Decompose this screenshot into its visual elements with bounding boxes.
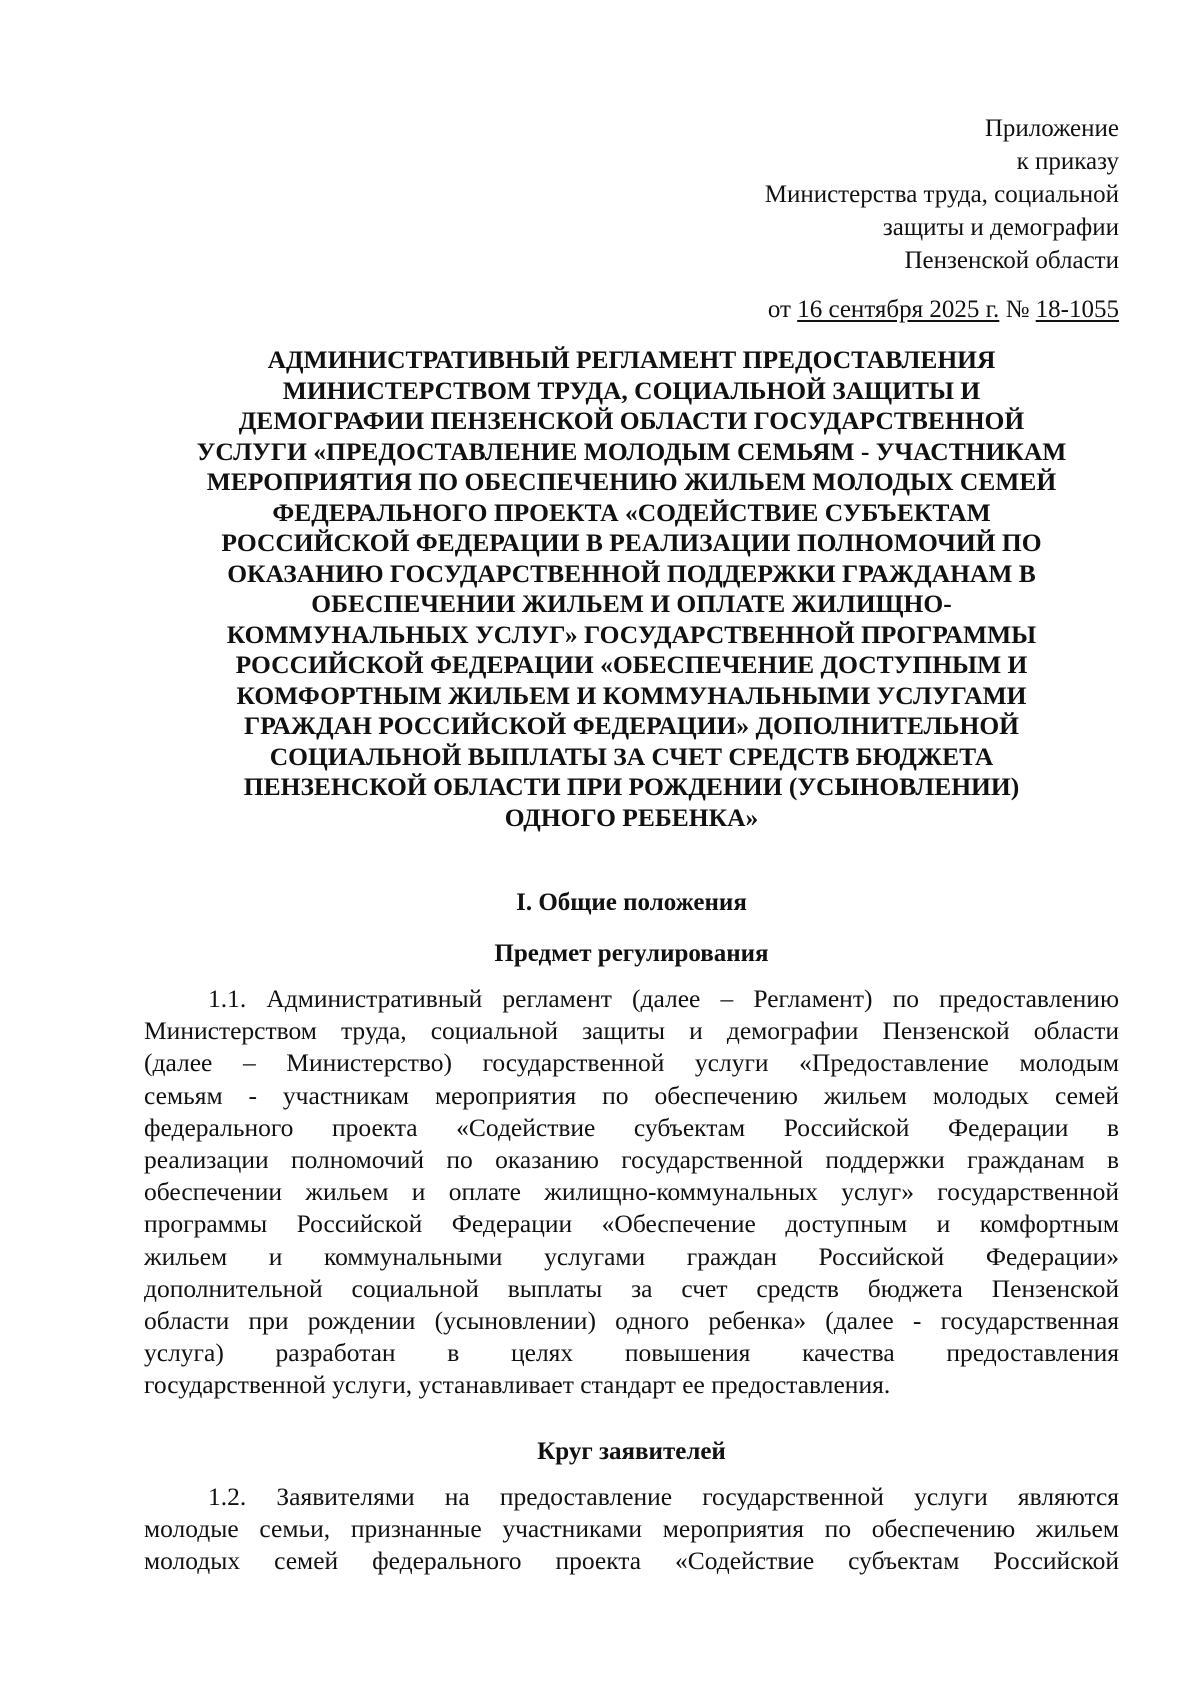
approval-line: Приложение [984, 115, 1119, 142]
paragraph-line: молодые семьи, признанные участниками мероприятия по обеспечению жильем [144, 1514, 1119, 1544]
title-line: ГРАЖДАН РОССИЙСКОЙ ФЕДЕРАЦИИ» ДОПОЛНИТЕЛЬНОЙ [243, 711, 1020, 740]
order-prefix: от [767, 296, 791, 323]
order-line [765, 293, 1119, 326]
title-line: МЕРОПРИЯТИЯ ПО ОБЕСПЕЧЕНИЮ ЖИЛЬЕМ МОЛОДЫХ СЕМЕЙ [206, 467, 1057, 496]
paragraph-line: молодых семей федерального проекта «Содействие субъектам Российской [144, 1546, 1119, 1576]
paragraph-line: семьям - участникам мероприятия по обеспечению жильем молодых семей [144, 1080, 1119, 1110]
paragraph-line: 1.2. Заявителями на предоставление государственной услуги являются [208, 1482, 1119, 1511]
title-line: РОССИЙСКОЙ ФЕДЕРАЦИИ В РЕАЛИЗАЦИИ ПОЛНОМОЧИЙ ПО [221, 528, 1042, 557]
title-line: СОЦИАЛЬНОЙ ВЫПЛАТЫ ЗА СЧЕТ СРЕДСТВ БЮДЖЕТА [269, 741, 994, 771]
paragraph-line: дополнительной социальной выплаты за счет средств бюджета Пензенской [144, 1273, 1119, 1303]
paragraph-1-2 [144, 1481, 1119, 1578]
title-line: ОБЕСПЕЧЕНИИ ЖИЛЬЕМ И ОПЛАТЕ ЖИЛИЩНО- [311, 589, 952, 618]
paragraph-line: Министерством труда, социальной защиты и демографии Пензенской области [144, 1016, 1119, 1046]
paragraph-line: 1.1. Административный регламент (далее – Регламент) по предоставлению [208, 984, 1119, 1013]
section-heading: I. Общие положения [516, 889, 747, 916]
title-line: АДМИНИСТРАТИВНЫЙ РЕГЛАМЕНТ ПРЕДОСТАВЛЕНИЯ [267, 345, 996, 374]
approval-line: к приказу [1016, 148, 1119, 175]
order-date: 16 сентября 2025 г. [797, 296, 1000, 323]
title-line: ДЕМОГРАФИИ ПЕНЗЕНСКОЙ ОБЛАСТИ ГОСУДАРСТВЕННОЙ [238, 406, 1025, 435]
paragraph-line: реализации полномочий по оказанию государственной поддержки гражданам в [144, 1145, 1119, 1175]
title-line: КОММУНАЛЬНЫХ УСЛУГ» ГОСУДАРСТВЕННОЙ ПРОГРАММЫ [226, 619, 1037, 649]
paragraph-line: программы Российской Федерации «Обеспечение доступным и комфортным [144, 1209, 1119, 1239]
title-line: ОКАЗАНИЮ ГОСУДАРСТВЕННОЙ ПОДДЕРЖКИ ГРАЖДАНАМ В [227, 558, 1036, 588]
approval-line: Пензенской области [904, 247, 1119, 274]
paragraph-1-1 [144, 983, 1119, 1402]
paragraph-line: обеспечении жильем и оплате жилищно-коммунальных услуг» государственной [144, 1177, 1119, 1207]
title-line: ПЕНЗЕНСКОЙ ОБЛАСТИ ПРИ РОЖДЕНИИ (УСЫНОВЛЕНИИ) [243, 772, 1020, 801]
title-line: КОМФОРТНЫМ ЖИЛЬЕМ И КОММУНАЛЬНЫМИ УСЛУГАМИ [236, 680, 1027, 710]
subheading-applicants: Круг заявителей [537, 1438, 726, 1465]
title-line: УСЛУГИ «ПРЕДОСТАВЛЕНИЕ МОЛОДЫМ СЕМЬЯМ - УЧАСТНИКАМ [196, 436, 1067, 466]
document-title [144, 345, 1119, 833]
document-page [144, 0, 1119, 1698]
title-line: ФЕДЕРАЛЬНОГО ПРОЕКТА «СОДЕЙСТВИЕ СУБЪЕКТАМ [272, 497, 991, 527]
approval-line: защиты и демографии [882, 214, 1119, 241]
title-line: МИНИСТЕРСТВОМ ТРУДА, СОЦИАЛЬНОЙ ЗАЩИТЫ И [282, 375, 981, 405]
paragraph-line: (далее – Министерство) государственной услуги «Предоставление молодым [144, 1048, 1119, 1078]
title-line: ОДНОГО РЕБЕНКА» [504, 802, 759, 832]
order-number-sign: № [1005, 296, 1030, 323]
title-line: РОССИЙСКОЙ ФЕДЕРАЦИИ «ОБЕСПЕЧЕНИЕ ДОСТУПНЫМ И [235, 650, 1028, 679]
subheading-subject: Предмет регулирования [494, 940, 769, 967]
paragraph-line: области при рождении (усыновлении) одного ребенка» (далее - государственная [144, 1306, 1119, 1336]
approval-block [765, 112, 1119, 326]
approval-line: Министерства труда, социальной [764, 181, 1119, 208]
paragraph-line: жильем и коммунальными услугами граждан Российской Федерации» [144, 1241, 1119, 1271]
paragraph-line: государственной услуги, устанавливает стандарт ее предоставления. [144, 1370, 891, 1400]
paragraph-line: федерального проекта «Содействие субъектам Российской Федерации в [144, 1112, 1119, 1142]
paragraph-line: услуга) разработан в целях повышения качества предоставления [144, 1338, 1119, 1368]
order-number: 18-1055 [1035, 296, 1119, 323]
